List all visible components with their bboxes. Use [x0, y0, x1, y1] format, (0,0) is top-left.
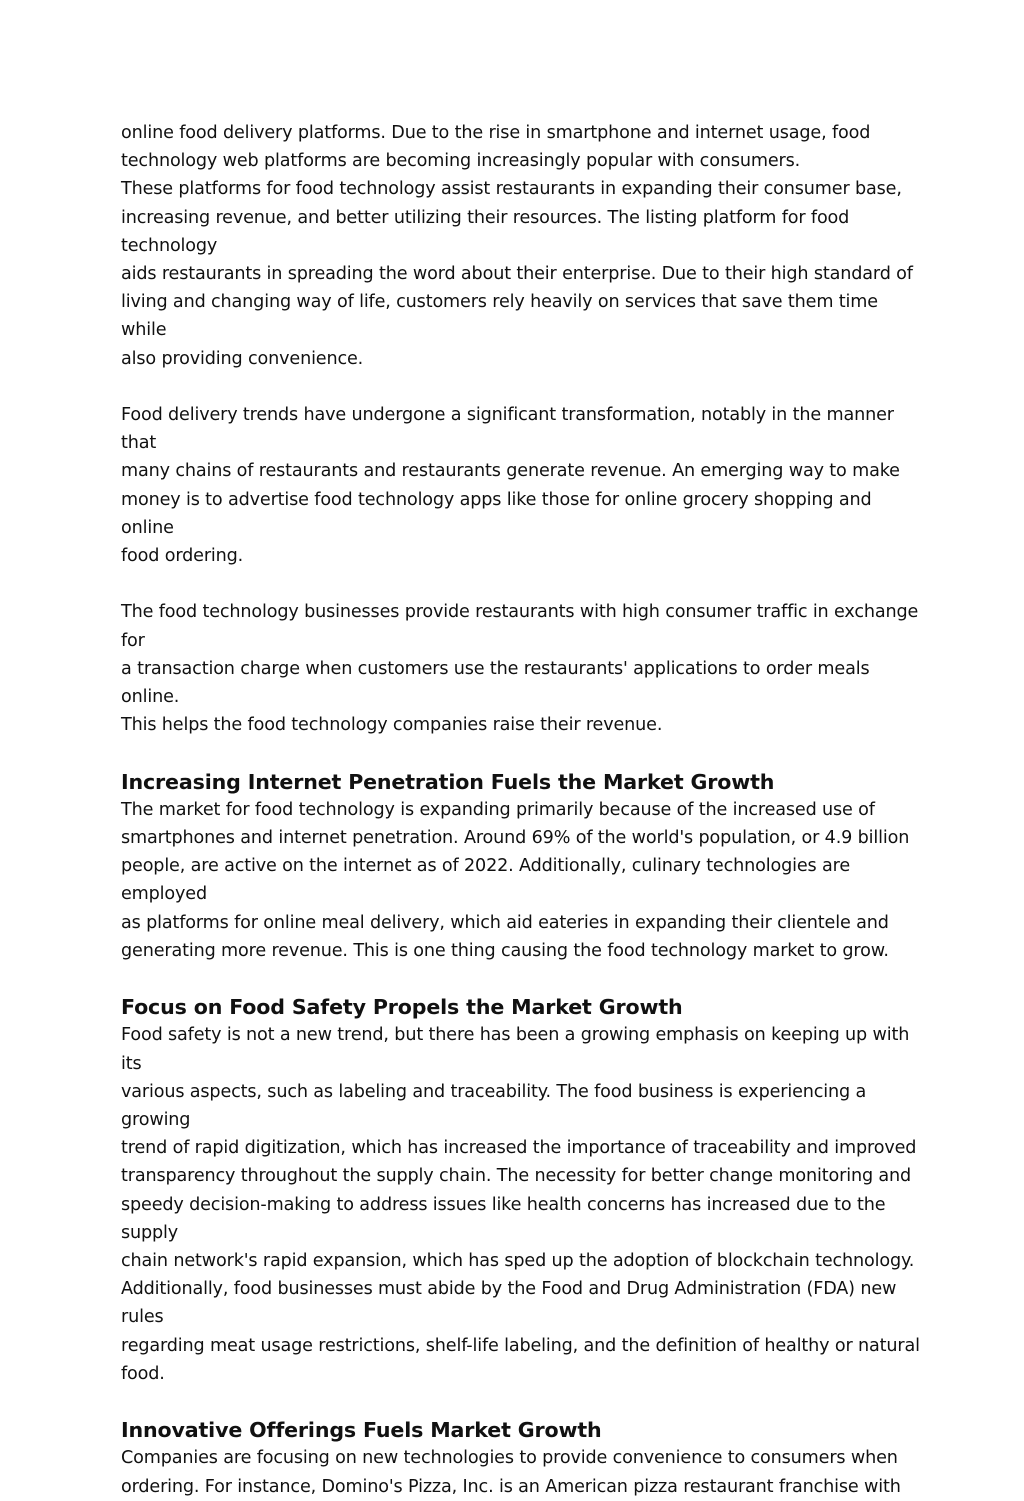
paragraph-gap	[121, 373, 921, 401]
section-heading-food-safety: Focus on Food Safety Propels the Market Growth	[121, 995, 683, 1020]
paragraph-delivery-trends: Food delivery trends have undergone a significant transformation, notably in the manner that many chains of restaurants and restaurants generate revenue. An emerging way to make money is to advertise food technology apps like those for online grocery shopping and online food ordering.	[121, 405, 900, 567]
paragraph-platforms: online food delivery platforms. Due to the rise in smartphone and internet usage, food technology web platforms are becoming increasingly popular with consumers. These platforms for food technology assist restaurants in expanding their consumer base, increasing revenue, and better utilizing their resources. The listing platform for food technology aids restaurants in spreading the word about their enterprise. Due to their high standard of living and changing way of life, customers rely heavily on services that save them time while also providing convenience.	[121, 123, 913, 369]
paragraph-gap	[121, 570, 921, 598]
document-page	[121, 119, 921, 1501]
section-body-innovative-offerings: Companies are focusing on new technologies to provide convenience to consumers when ordering. For instance, Domino's Pizza, Inc. is an American pizza restaurant franchise with	[121, 1448, 901, 1497]
section-heading-internet-penetration: Increasing Internet Penetration Fuels the Market Growth	[121, 769, 775, 794]
section-heading-innovative-offerings: Innovative Offerings Fuels Market Growth	[121, 1418, 602, 1443]
paragraph-gap	[121, 965, 921, 993]
paragraph-gap	[121, 739, 921, 767]
section-body-internet-penetration: The market for food technology is expanding primarily because of the increased use of smartphones and internet penetration. Around 69% of the world's population, or 4.9 billion people, are active on the internet as of 2022. Additionally, culinary technologies are employed as platforms for online meal delivery, which aid eateries in expanding their clientele and generating more revenue. This is one thing causing the food technology market to grow.	[121, 799, 910, 961]
section-body-food-safety: Food safety is not a new trend, but there has been a growing emphasis on keeping up with its various aspects, such as labeling and traceability. The food business is experiencing a growing trend of rapid digitization, which has increased the importance of traceability and improved transparency throughout the supply chain. The necessity for better change monitoring and speedy decision-making to address issues like health concerns has increased due to the supply chain network's rapid expansion, which has sped up the adoption of blockchain technology. Additionally, food businesses must abide by the Food and Drug Administration (FDA) new rules regarding meat usage restrictions, shelf-life labeling, and the definition of healthy or natural food.	[121, 1025, 920, 1384]
paragraph-transaction-charge: The food technology businesses provide restaurants with high consumer traffic in exchange for a transaction charge when customers use the restaurants' applications to order meals online. This helps the food technology companies raise their revenue.	[121, 602, 919, 736]
paragraph-gap	[121, 1388, 921, 1416]
